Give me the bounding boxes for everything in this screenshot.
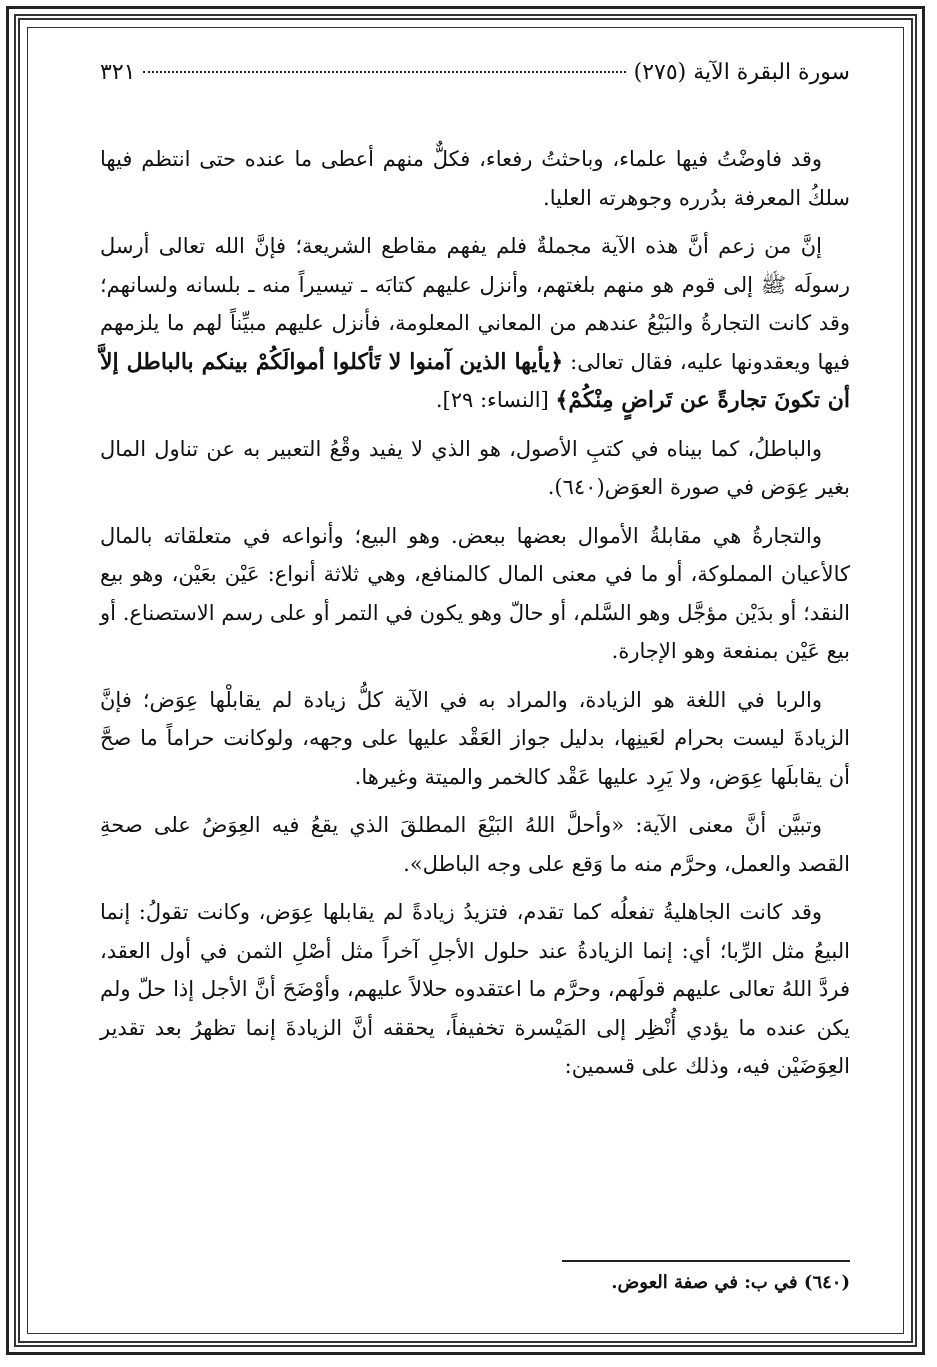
header-title: سورة البقرة الآية (٢٧٥): [633, 60, 850, 85]
page-content: [100, 60, 850, 1320]
header-dot-leader: [143, 71, 625, 73]
verse-reference: [النساء: ٢٩].: [435, 388, 549, 412]
paragraph: والربا في اللغة هو الزيادة، والمراد به في الآية كلُّ زيادة لم يقابلْها عِوَض؛ فإنَّ الزيادةَ ليست بحرام لعَينِها، بدليل جواز العَقْد عليها على وجهه، ولوكانت حراماً ما صحَّ أن يقابلَها عِوَض، ولا يَرِد عليها عَقْد كالخمر والميتة وغيرها.: [100, 687, 850, 789]
paragraph: والباطلُ، كما بيناه في كتبِ الأصول، هو الذي لا يفيد وقْعُ التعبير به عن تناول المال بغير عِوَض في صورة العوَض(٦٤٠).: [100, 436, 850, 499]
quran-verse: ﴿يأيها الذين آمنوا لا تَأكلوا أموالَكُمْ بينكم بالباطل إلاَّ أن تكونَ تجارةً عن تَراضٍ مِنْكُمْ﴾: [100, 348, 850, 413]
paragraph-with-verse: [100, 227, 850, 420]
footnote-separator: [562, 1260, 850, 1262]
body-text: [100, 140, 850, 1096]
paragraph: والتجارةُ هي مقابلةُ الأموال بعضها ببعض. وهو البيع؛ وأنواعه في متعلقاته بالمال كالأعيان المملوكة، أو ما في معنى المال كالمنافع، وهي ثلاثة أنواع: عَيْن بعَيْن، وهو بيع النقد؛ أو بدَيْن مؤجَّل وهو السَّلم، أو حالّ وهو يكون في التمر أو على رسم الاستصناع. أو بيع عَيْن بمنفعة وهو الإجارة.: [100, 523, 850, 663]
paragraph-text: إنَّ من زعم أنَّ هذه الآية مجملةٌ فلم يفهم مقاطع الشريعة؛ فإنَّ الله تعالى أرسل رسولَه ﷺ إلى قوم هو منهم بلغتهم، وأنزل عليهم كتابَه ـ تيسيراً منه ـ بلسانه ولسانهم؛ وقد كانت التجارةُ والبَيْعُ عندهم من المعاني المعلومة، فأنزل عليهم مبيِّناً لهم ما يلزمهم فيها ويعقدونها عليه، فقال تعالى:: [100, 234, 850, 374]
page-number: ٣٢١: [100, 60, 136, 85]
paragraph: وتبيَّن أنَّ معنى الآية: «وأحلَّ اللهُ البَيْعَ المطلقَ الذي يقعُ فيه العِوَضُ على صحةِ القصد والعمل، وحرَّم منه ما وَقع على وجه الباطل».: [100, 813, 850, 876]
paragraph: وقد فاوضْتُ فيها علماء، وباحثتُ رفعاء، فكلٌّ منهم أعطى ما عنده حتى انتظم فيها سلكُ المعرفة بدُرره وجوهرته العليا.: [100, 147, 850, 210]
running-header: [100, 60, 850, 94]
paragraph: وقد كانت الجاهليةُ تفعلُه كما تقدم، فتزيدُ زيادةً لم يقابلها عِوَض، وكانت تقولُ: إنما البيعُ مثل الرِّبا؛ أي: إنما الزيادةُ عند حلول الأجلِ آخراً مثل أصْلِ الثمن في أول العقد، فردَّ اللهُ تعالى عليهم قولَهم، وحرَّم ما اعتقدوه حلالاً عليهم، وأوْضَحَ أنَّ الأجل إذا حلّ ولم يكن عنده ما يؤدي أُنْظِر إلى المَيْسرة تخفيفاً، يحققه أنَّ الزيادةَ إنما تظهرُ بعد تقدير العِوَضَيْن فيه، وذلك على قسمين:: [100, 900, 850, 1078]
footnote: (٦٤٠) في ب: في صفة العوض.: [611, 1272, 850, 1293]
